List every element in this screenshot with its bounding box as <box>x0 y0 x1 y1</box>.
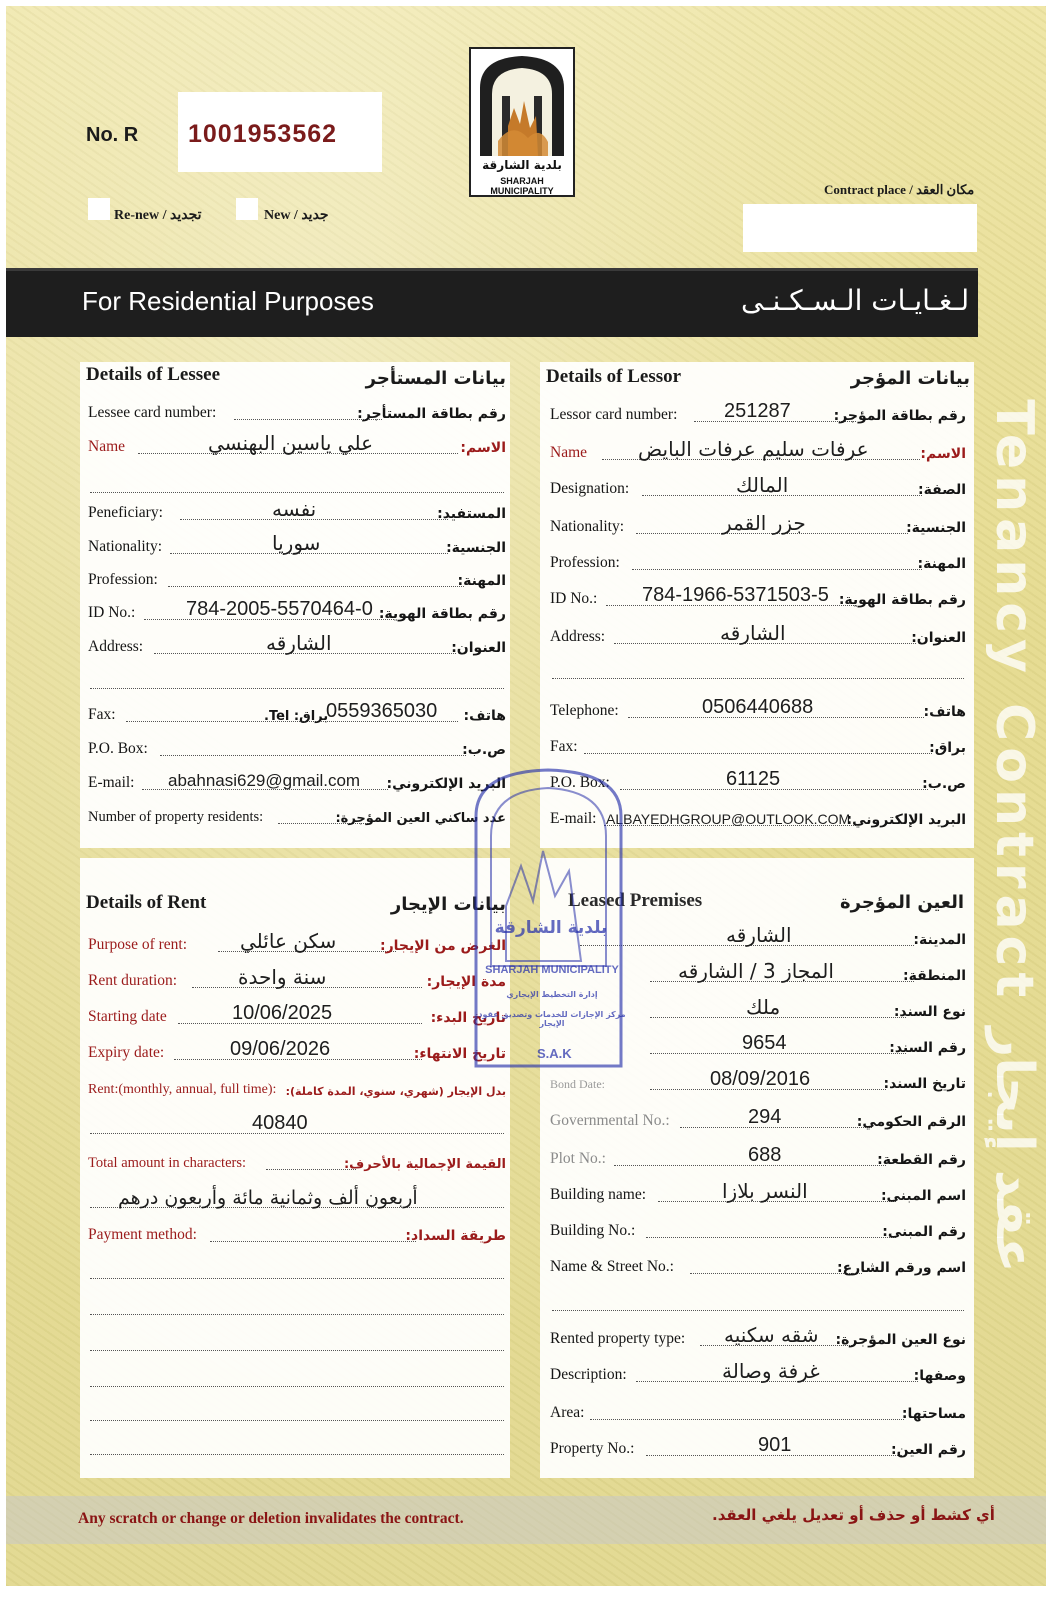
contract-place-box <box>743 204 977 252</box>
municipality-stamp <box>451 766 646 1086</box>
contract-place-label: Contract place / مكان العقد <box>824 182 975 197</box>
field-line <box>632 569 922 570</box>
field-label-ar: البريد الإلكتروني: <box>386 776 506 792</box>
field-label-ar: رقم بطاقة المستأجر: <box>357 406 506 422</box>
lessor-title: Details of Lessor <box>546 366 682 387</box>
blank-line <box>90 1386 504 1387</box>
field-label: Number of property residents: <box>88 809 264 825</box>
rent-amount-row <box>88 1112 506 1140</box>
field-label: Fax: <box>88 706 116 723</box>
lessee-email-value: abahnasi629@gmail.com <box>168 771 361 790</box>
rent-amount-label-row <box>88 1074 506 1102</box>
lessee-name-value: علي ياسين البهنسي <box>208 431 374 455</box>
field-label: Fax: <box>550 738 578 755</box>
lessor-name-value: عرفات سليم عرفات البايض <box>638 437 869 461</box>
lessor-pobox-value: 61125 <box>726 768 781 790</box>
field-line <box>210 1241 416 1242</box>
field-label-ar: العنوان: <box>911 630 966 646</box>
total-amount-value: أربعون ألف وثمانية مائة وأربعون درهم <box>118 1187 418 1209</box>
blank-line <box>552 678 964 679</box>
field-label-ar: الصفة: <box>917 482 966 498</box>
field-label-ar: عدد ساكني العين المؤجرة: <box>335 811 506 826</box>
field-label-ar: رقم بطاقة المؤجر: <box>833 408 966 424</box>
lessee-id-row <box>88 598 506 626</box>
banner-english-title: For Residential Purposes <box>82 286 374 316</box>
field-label-ar: تاريخ السند: <box>883 1076 966 1092</box>
blank-line <box>90 1454 504 1455</box>
stamp-line-2: مركز الإجازات للخدمات وتصديق عقود الإيجار <box>478 1010 626 1028</box>
field-label: E-mail: <box>550 810 597 827</box>
rent-amount-value: 40840 <box>252 1112 308 1134</box>
lessee-id-value: 784-2005-5570464-0 <box>186 598 373 620</box>
field-label-ar: رقم بطاقة الهوية: <box>378 606 506 622</box>
bond-number-value: 9654 <box>742 1032 787 1054</box>
field-label-ar: البريد الإلكتروني: <box>846 812 966 828</box>
lessee-pobox-row <box>88 734 506 762</box>
field-label-ar: الرقم الحكومي: <box>856 1114 966 1130</box>
lessor-designation-value: المالك <box>736 473 789 497</box>
premises-city-value: الشارقه <box>726 923 792 947</box>
lessor-id-row <box>550 584 966 612</box>
field-label-ar: المدينة: <box>913 932 966 948</box>
field-line <box>584 753 932 754</box>
contract-number-label: No. R <box>86 124 139 146</box>
premises-plot-row <box>550 1144 966 1172</box>
rent-total-value-row <box>88 1186 506 1214</box>
bond-type-value: ملك <box>746 995 781 1019</box>
field-label: Area: <box>550 1404 585 1421</box>
lessor-address-value: الشارقه <box>720 621 786 645</box>
blank-line <box>90 492 504 493</box>
field-label: E-mail: <box>88 774 135 791</box>
field-label: Name & Street No.: <box>550 1258 674 1275</box>
field-label-ar: مساحتها: <box>901 1406 966 1422</box>
field-label-ar: مدة الإيجار: <box>426 974 506 990</box>
premises-district-value: المجاز 3 / الشارقه <box>678 959 834 983</box>
lessor-designation-row <box>550 474 966 502</box>
field-label: Bond Date: <box>550 1077 605 1091</box>
field-label-ar: العنوان: <box>451 640 506 656</box>
lessor-telephone-row <box>550 696 966 724</box>
field-label-ar: الجنسية: <box>906 520 966 536</box>
field-label: Name <box>550 444 588 461</box>
field-label: Governmental No.: <box>550 1112 670 1129</box>
field-label-ar: الاسم: <box>920 446 966 462</box>
tenancy-contract-page <box>6 6 1046 1586</box>
banner-arabic-title: لـغـايـات الـسـكـنـى <box>741 284 970 317</box>
blank-line <box>90 1350 504 1351</box>
field-label-ar: الغرض من الإيجار: <box>380 938 506 954</box>
field-label: Address: <box>550 628 606 645</box>
field-label-ar: الجنسية: <box>446 540 506 556</box>
field-label: Lessor card number: <box>550 406 678 423</box>
field-label: Building name: <box>550 1186 647 1203</box>
lessee-beneficiary-row <box>88 498 506 526</box>
lessee-fax-tel-row <box>88 700 506 728</box>
field-label-ar: ص.ب: <box>462 742 506 758</box>
logo-english-text: SHARJAH MUNICIPALITY <box>490 176 554 196</box>
field-label-ar: الاسم: <box>460 440 506 456</box>
field-label-ar: المهنة: <box>457 573 506 589</box>
rent-purpose-row <box>88 930 506 958</box>
premises-title: Leased Premises <box>568 890 703 911</box>
lessor-nationality-row <box>550 512 966 540</box>
bond-date-value: 08/09/2016 <box>710 1068 811 1090</box>
contract-number-value: 1001953562 <box>188 120 338 148</box>
lessor-fax-row <box>550 732 966 760</box>
field-label: Description: <box>550 1366 627 1383</box>
lessor-email-value: ALBAYEDHGROUP@OUTLOOK.COM <box>606 811 851 827</box>
lessor-name-row <box>550 438 966 466</box>
rent-expiry-row <box>88 1038 506 1066</box>
building-name-value: النسر بلازا <box>722 1179 808 1203</box>
field-label: Starting date <box>88 1008 167 1025</box>
footer-warning: Any scratch or change or deletion invalidates the contract. <box>78 1510 464 1527</box>
premises-building-number-row <box>550 1216 966 1244</box>
field-label-ar: رقم السند: <box>889 1040 966 1056</box>
lessee-tel-value: 0559365030 <box>326 700 438 722</box>
rent-total-label-row <box>88 1148 506 1176</box>
field-line <box>160 755 466 756</box>
premises-property-type-row <box>550 1324 966 1352</box>
premises-street-row <box>550 1252 966 1280</box>
field-label-ar: المستفيد: <box>437 506 506 522</box>
renew-label: Re-new / تجديد <box>114 208 202 223</box>
field-line <box>266 1169 356 1170</box>
rent-duration-value: سنة واحدة <box>238 965 327 989</box>
renew-checkbox[interactable] <box>88 198 110 220</box>
rent-title: Details of Rent <box>86 892 207 913</box>
field-label-ar: نوع العين المؤجرة: <box>835 1332 966 1348</box>
field-label-ar: رقم المبنى: <box>882 1224 966 1240</box>
new-checkbox[interactable] <box>236 198 258 220</box>
field-label: Property No.: <box>550 1440 635 1457</box>
field-label: Address: <box>88 638 144 655</box>
field-label: Building No.: <box>550 1222 636 1239</box>
field-label: Profession: <box>550 554 620 571</box>
rent-start-value: 10/06/2025 <box>232 1002 333 1024</box>
field-label-ar: تاريخ الانتهاء: <box>413 1046 506 1062</box>
field-line <box>590 1419 904 1420</box>
field-label: P.O. Box: <box>550 774 610 791</box>
stamp-code: S.A.K <box>537 1046 572 1061</box>
field-line <box>646 1237 896 1238</box>
field-label: Nationality: <box>550 518 625 535</box>
lessee-title: Details of Lessee <box>86 364 221 385</box>
premises-property-number-row <box>550 1434 966 1462</box>
field-label-ar: هاتف: <box>463 708 506 724</box>
lessor-nationality-value: جزر القمر <box>722 511 806 535</box>
field-label-ar: رقم القطعة: <box>877 1152 966 1168</box>
premises-description-row <box>550 1360 966 1388</box>
field-label: Telephone: <box>550 702 619 719</box>
lessee-nationality-value: سوريا <box>272 531 321 555</box>
description-value: غرفة وصالة <box>722 1359 820 1383</box>
premises-governmental-row <box>550 1106 966 1134</box>
governmental-number-value: 294 <box>748 1106 782 1128</box>
lessor-address-row <box>550 622 966 650</box>
side-title-strip <box>984 206 1044 1466</box>
field-label: Nationality: <box>88 538 163 555</box>
rent-expiry-value: 09/06/2026 <box>230 1038 331 1060</box>
lessor-title-ar: بيانات المؤجر <box>850 368 970 389</box>
field-label-ar: نوع السند: <box>893 1004 966 1020</box>
field-label: Expiry date: <box>88 1044 165 1061</box>
field-label-ar: المهنة: <box>917 556 966 572</box>
field-label: Lessee card number: <box>88 404 217 421</box>
field-label-ar: اسم ورقم الشارع: <box>837 1260 966 1276</box>
field-label: Purpose of rent: <box>88 936 188 953</box>
field-label-ar: تاريخ البدء: <box>430 1010 506 1026</box>
sharjah-municipality-logo <box>468 46 576 198</box>
payment-method-row <box>88 1220 506 1248</box>
tel-label: براق: Tel. <box>264 709 329 724</box>
lessee-card-number-row <box>88 398 506 426</box>
rent-amount-label: Rent:(monthly, annual, full time): <box>88 1082 277 1097</box>
rent-duration-row <box>88 966 506 994</box>
payment-method-label: Payment method: <box>88 1226 197 1243</box>
lessor-id-value: 784-1966-5371503-5 <box>642 584 829 606</box>
blank-line <box>90 688 504 689</box>
field-label-ar: رقم العين: <box>891 1442 966 1458</box>
premises-title-ar: العين المؤجرة <box>840 892 964 913</box>
rent-panel <box>80 858 510 1478</box>
footer-warning-ar: أي كشط أو حذف أو تعديل يلغي العقد. <box>712 1506 995 1524</box>
lessee-address-value: الشارقه <box>266 631 332 655</box>
lessee-title-ar: بيانات المستأجر <box>365 368 506 389</box>
lessee-beneficiary-value: نفسه <box>272 497 317 521</box>
stamp-arabic-title: بلدية الشارقة <box>494 918 608 938</box>
field-label: P.O. Box: <box>88 740 148 757</box>
total-amount-label: Total amount in characters: <box>88 1155 247 1171</box>
rent-amount-label-ar: بدل الإيجار (شهري، سنوي، المدة كاملة): <box>285 1085 506 1098</box>
payment-method-label-ar: طريقة السداد: <box>405 1228 506 1244</box>
rent-purpose-value: سكن عائلي <box>240 929 337 953</box>
side-title: Tenancy Contract عقد إيجار <box>984 399 1044 1273</box>
new-label: New / جديد <box>264 208 329 223</box>
field-label-ar: اسم المبنى: <box>880 1188 966 1204</box>
field-label: ID No.: <box>550 590 598 607</box>
stamp-english-title: SHARJAH MUNICIPALITY <box>485 964 619 976</box>
lessee-nationality-row <box>88 532 506 560</box>
field-label: Name <box>88 438 126 455</box>
field-label-ar: رقم بطاقة الهوية: <box>838 592 966 608</box>
lessor-profession-row <box>550 548 966 576</box>
lessor-card-number-value: 251287 <box>724 400 791 422</box>
total-amount-label-ar: القيمة الإجمالية بالأحرف: <box>343 1157 506 1172</box>
blank-line <box>552 1310 964 1311</box>
field-label: Plot No.: <box>550 1150 606 1167</box>
field-label-ar: وصفها: <box>913 1368 966 1384</box>
field-label-ar: ص.ب: <box>922 776 966 792</box>
field-label-ar: هاتف: <box>923 704 966 720</box>
rent-start-row <box>88 1002 506 1030</box>
plot-number-value: 688 <box>748 1144 782 1166</box>
field-label: Peneficiary: <box>88 504 163 521</box>
field-label-ar: براق: <box>929 740 966 756</box>
lessee-email-row <box>88 768 506 796</box>
property-type-value: شقه سكنيه <box>724 1323 819 1347</box>
property-number-value: 901 <box>758 1434 792 1456</box>
lessee-profession-row <box>88 565 506 593</box>
field-label: Rent duration: <box>88 972 178 989</box>
premises-area-size-row <box>550 1398 966 1426</box>
lessee-address-row <box>88 632 506 660</box>
blank-line <box>90 1420 504 1421</box>
stamp-line-1: إدارة التخطيط الإيجاري <box>506 990 598 999</box>
field-label: Profession: <box>88 571 158 588</box>
field-line <box>168 586 464 587</box>
lessor-telephone-value: 0506440688 <box>702 696 814 718</box>
field-label: Rented property type: <box>550 1330 686 1347</box>
lessee-name-row <box>88 432 506 460</box>
field-label: ID No.: <box>88 604 136 621</box>
logo-arabic-text: بلدية الشارقة <box>482 158 562 172</box>
blank-line <box>90 1314 504 1315</box>
rent-title-ar: بيانات الإيجار <box>390 894 506 915</box>
lessee-panel <box>80 362 510 848</box>
lessee-residents-row <box>88 802 506 830</box>
field-label: Designation: <box>550 480 630 497</box>
lessor-card-number-row <box>550 400 966 428</box>
premises-building-name-row <box>550 1180 966 1208</box>
blank-line <box>90 1278 504 1279</box>
field-label-ar: المنطقة: <box>903 968 966 984</box>
